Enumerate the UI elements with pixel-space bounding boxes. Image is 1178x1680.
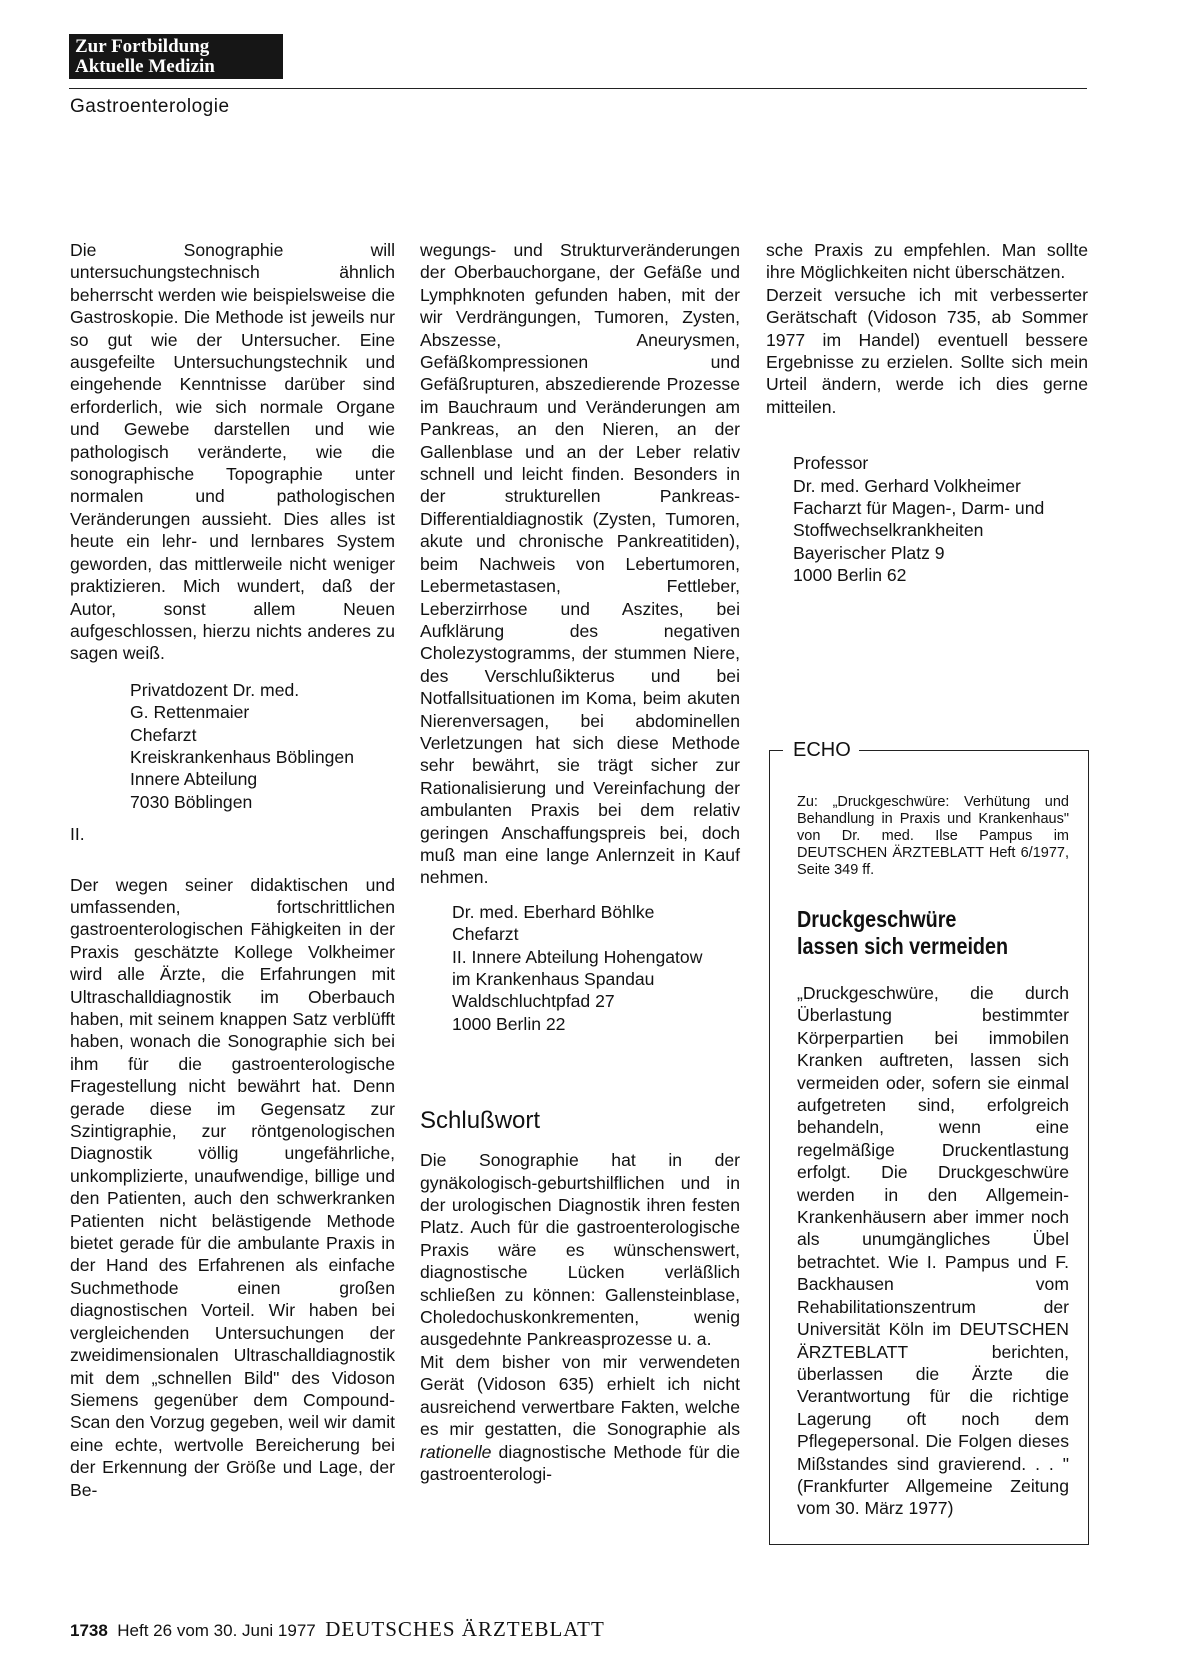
echo-title-line1: Druckgeschwüre (797, 906, 957, 932)
author-1-signature (130, 679, 395, 813)
department-line2: Aktuelle Medizin (75, 56, 215, 77)
column-1 (70, 239, 395, 1501)
page-footer (70, 1617, 605, 1642)
author-1-line: Privatdozent Dr. med. (130, 679, 300, 700)
schlusswort-para-2-end: diagnostische Methode für die gastroenterologi- (420, 1441, 740, 1484)
schlusswort-para-2-start: Mit dem bisher von mir verwendeten Gerät (Vidoson 635) erhielt ich nicht ausreichend verwertbare Fakten, welche es mir gestatten, die Sonographie als (420, 1351, 740, 1440)
author-1-line: G. Rettenmaier (130, 702, 250, 723)
author-3-line: Facharzt für Magen-, Darm- und (793, 498, 1045, 519)
author-3-line: Stoffwechselkrankheiten (793, 520, 984, 541)
author-3-signature (793, 452, 1088, 586)
department-line1: Zur Fortbildung (75, 36, 210, 57)
header-rule (69, 88, 1087, 89)
subheading-schlusswort: Schlußwort (420, 1107, 541, 1135)
letter-1-text: Die Sonographie will untersuchungstechnisch ähnlich beherrscht werden wie beispielsweise die Gastroskopie. Die Methode ist jeweils nur so gut wie der Untersucher. Eine ausgefeilte Untersuchungstechnik und eingehende Kenntnisse darüber sind erforderlich, wie sich normale Organe und Gewebe darstellen und wie pathologisch veränderte, wie die sonographische Topographie unter normalen und pathologischen Veränderungen aussieht. Dies alles ist heute ein lehr- und lernbares System geworden, das mittlerweile nicht weniger praktizieren. Mich wundert, daß der Autor, sonst allem Neuen aufgeschlossen, hierzu nichts anderes zu sagen weiß. (70, 240, 395, 664)
author-2-line: II. Innere Abteilung Hohengatow (452, 946, 703, 967)
author-2-line: 1000 Berlin 22 (452, 1013, 566, 1034)
author-3-line: 1000 Berlin 62 (793, 565, 907, 586)
schlusswort-italic-term: rationelle (420, 1441, 492, 1462)
echo-title-line2: lassen sich vermeiden (797, 933, 1009, 959)
author-1-line: Chefarzt (130, 724, 197, 745)
schlusswort-para-3: Derzeit versuche ich mit verbesserter Gerätschaft (Vidoson 735, ab Sommer 1977 im Handel) eventuell bessere Ergebnisse zu erzielen. Sollte sich mein Urteil ändern, werde ich dies gerne mitteilen. (766, 284, 1088, 417)
author-3-line: Professor (793, 453, 869, 474)
echo-title (797, 906, 1031, 960)
author-3-line: Bayerischer Platz 9 (793, 542, 945, 563)
column-3 (766, 239, 1088, 587)
schlusswort-continued: sche Praxis zu empfehlen. Man sollte ihre Möglichkeiten nicht überschätzen. (766, 240, 1088, 283)
department-box (69, 34, 283, 79)
schlusswort-para-2 (420, 1351, 740, 1485)
author-3-line: Dr. med. Gerhard Volkheimer (793, 475, 1021, 496)
echo-label: ECHO (783, 737, 859, 763)
author-1-line: Kreiskrankenhaus Böblingen (130, 746, 354, 767)
schlusswort-para-1: Die Sonographie hat in der gynäkologisch-geburtshilflichen und in der urologischen Diagnostik ihren festen Platz. Auch für die gastroenterologische Praxis wäre es wünschenswert, diagnostische Lücken verläßlich schließen zu können: Gallensteinblase, Choledochuskonkrementen, wenig ausgedehnte Pankreasprozesse u. a. (420, 1150, 740, 1350)
echo-body: „Druckgeschwüre, die durch Überlastung bestimmter Körperpartien bei immobilen Kranken auftreten, lassen sich vermeiden oder, sofern sie einmal aufgetreten sind, erfolgreich behandeln, wenn eine regelmäßige Druckentlastung erfolgt. Die Druckgeschwüre werden in den Allgemein-Krankenhäusern aber immer noch als unumgängliches Übel betrachtet. Wie I. Pampus und F. Backhausen vom Rehabilitationszentrum der Universität Köln im DEUTSCHEN ÄRZTEBLATT berichten, überlassen die Ärzte die Verantwortung für die richtige Lagerung oft noch dem Pflegepersonal. Die Folgen dieses Mißstandes sind gravierend. . . " (Frankfurter Allgemeine Zeitung vom 30. März 1977) (797, 983, 1069, 1519)
section-label: Gastroenterologie (70, 96, 230, 117)
author-2-line: im Krankenhaus Spandau (452, 969, 655, 989)
page-number: 1738 (70, 1621, 108, 1640)
author-2-line: Waldschluchtpfad 27 (452, 991, 615, 1012)
author-2-signature (452, 901, 740, 1035)
author-1-line: 7030 Böblingen (130, 791, 253, 812)
author-1-line: Innere Abteilung (130, 769, 258, 790)
letter-2-text: Der wegen seiner didaktischen und umfassenden, fortschrittlichen gastroenterologischen Fähigkeiten in der Praxis geschätzte Kollege Volkheimer wird alle Ärzte, die Erfahrungen mit Ultraschalldiagnostik im Oberbauch haben, mit seinem knappen Satz verblüfft haben, wonach die Sonographie sich bei ihm für die gastroenterologische Fragestellung nicht bewährt hat. Denn gerade diese im Gegensatz zur Szintigraphie, zur röntgenologischen Diagnostik völlig ungefährliche, unkomplizierte, unaufwendige, billige und den Patienten, auch den schwerkranken Patienten nicht belästigende Methode bietet gerade für die ambulante Praxis in der Hand des Erfahrenen als einfache Suchmethode einen großen diagnostischen Vorteil. Wir haben bei vergleichenden Untersuchungen der zweidimensionalen Ultraschalldiagnostik mit dem „schnellen Bild" des Vidoson Siemens gegenüber dem Compound-Scan den Vorzug gegeben, weil wir damit eine echte, wertvolle Bereicherung bei der Erkennung der Größe und Lage, der Be- (70, 874, 395, 1500)
echo-reference: Zu: „Druckgeschwüre: Verhütung und Behandlung in Praxis und Krankenhaus" von Dr. med. Ilse Pampus im DEUTSCHEN ÄRZTEBLATT Heft 6/1977, Seite 349 ff. (797, 794, 1069, 878)
column-2 (420, 239, 740, 1485)
issue-info: Heft 26 vom 30. Juni 1977 (117, 1621, 316, 1640)
author-2-line: Chefarzt (452, 924, 519, 945)
magazine-name: DEUTSCHES ÄRZTEBLATT (325, 1617, 605, 1641)
letter-2-continued: wegungs- und Strukturveränderungen der Oberbauchorgane, der Gefäße und Lymphknoten gefunden haben, mit der wir Verdrängungen, Tumoren, Zysten, Abszesse, Aneurysmen, Gefäßkompressionen und Gefäßrupturen, abszedierende Prozesse im Bauchraum und Veränderungen am Pankreas, an den Nieren, an der Gallenblase und an der Leber relativ schnell und leicht finden. Besonders in der strukturellen Pankreas-Differentialdiagnostik (Zysten, Tumoren, akute und chronische Pankreatitiden), beim Nachweis von Lebertumoren, Lebermetastasen, Fettleber, Leberzirrhose und Aszites, bei Aufklärung des negativen Cholezystogramms, der stummen Niere, des Verschlußikterus und bei Notfallsituationen im Koma, beim akuten Nierenversagen, bei abdominellen Verletzungen hat sich diese Methode sehr bewährt, sie trägt sicher zur Rationalisierung und Vereinfachung der ambulanten Praxis bei dem relativ geringen Anschaffungspreis bei, doch muß man eine lange Anlernzeit in Kauf nehmen. (420, 240, 740, 888)
author-2-line: Dr. med. Eberhard Böhlke (452, 901, 655, 922)
section-number: II. (70, 824, 85, 845)
